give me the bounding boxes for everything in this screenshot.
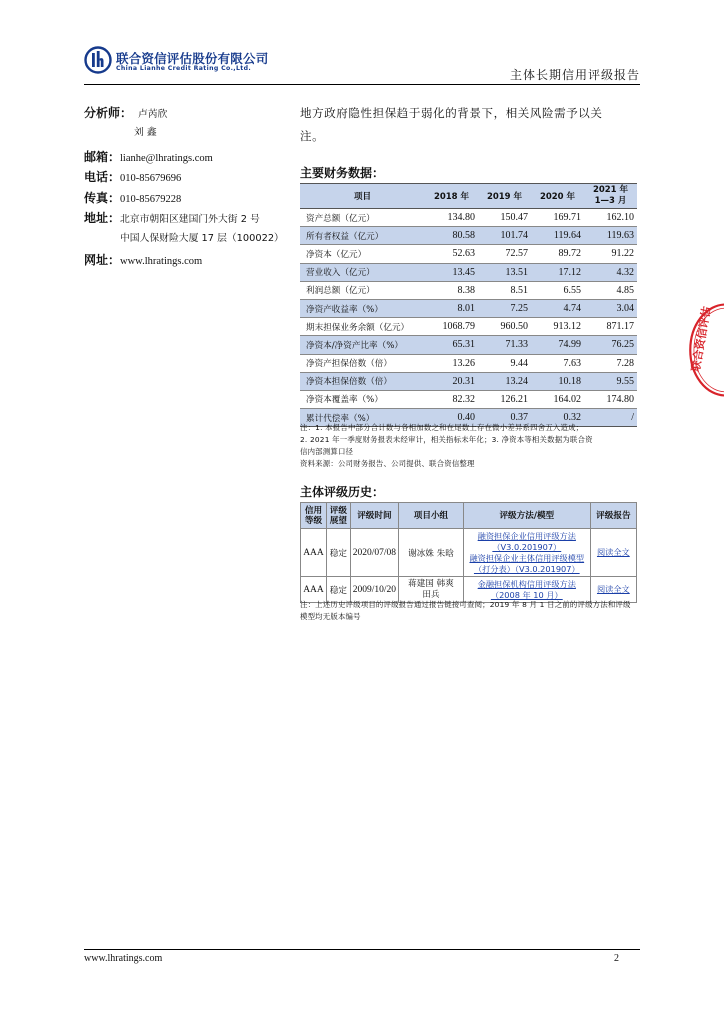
row-label: 净资本（亿元） xyxy=(300,245,425,263)
note-line: 注：上述历史评级项目的评级报告通过报告链接可查阅；2019 年 8 月 1 日之前的评级方法和评级 xyxy=(300,600,631,609)
column-header: 评级报告 xyxy=(590,503,636,529)
table-cell: 72.57 xyxy=(478,245,531,263)
table-cell: 82.32 xyxy=(425,390,478,408)
analyst-label: 分析师： xyxy=(84,106,133,120)
table-cell: 13.24 xyxy=(478,372,531,390)
column-header-line: 1—3 月 xyxy=(594,196,627,206)
table-cell: 0.40 xyxy=(425,409,478,427)
table-cell: 4.85 xyxy=(584,281,637,299)
table-cell: 89.72 xyxy=(531,245,584,263)
financials-notes xyxy=(300,422,640,470)
read-full-report-link[interactable]: 阅读全文 xyxy=(596,584,630,594)
method-link[interactable]: 金融担保机构信用评级方法 xyxy=(477,578,576,589)
company-name-cn: 联合资信评估股份有限公司 xyxy=(116,51,269,66)
table-row xyxy=(300,245,637,263)
row-label: 净资本担保倍数（倍） xyxy=(300,372,425,390)
financials-table xyxy=(300,183,637,427)
intro-line-1: 地方政府隐性担保趋于弱化的背景下，相关风险需予以关 xyxy=(300,106,603,120)
phone-label: 电话： xyxy=(84,170,121,184)
phone-value: 010-85679696 xyxy=(120,173,182,184)
report-cell xyxy=(590,529,636,577)
table-cell: 119.63 xyxy=(584,227,637,245)
table-cell: 91.22 xyxy=(584,245,637,263)
table-row xyxy=(300,227,637,245)
column-header: 评级展望 xyxy=(326,503,350,529)
row-label: 所有者权益（亿元） xyxy=(300,227,425,245)
table-cell: 8.38 xyxy=(425,281,478,299)
web-label: 网址： xyxy=(84,253,121,267)
table-row xyxy=(300,336,637,354)
table-cell: 76.25 xyxy=(584,336,637,354)
column-header: 项目小组 xyxy=(399,503,464,529)
table-row xyxy=(300,299,637,317)
column-header-line: 2021 年 xyxy=(592,185,629,195)
fax-value: 010-85679228 xyxy=(120,194,182,205)
table-cell: 9.55 xyxy=(584,372,637,390)
method-link[interactable]: （打分表）（V3.0.201907） xyxy=(473,563,580,574)
table-cell: 13.26 xyxy=(425,354,478,372)
table-cell: 1068.79 xyxy=(425,318,478,336)
project-team: 谢冰姝 朱晗 xyxy=(399,529,464,577)
address-row-2 xyxy=(120,230,284,244)
header-rule xyxy=(84,84,640,85)
web-row xyxy=(84,251,202,268)
table-cell: 164.02 xyxy=(531,390,584,408)
email-row xyxy=(84,148,213,165)
note-line: 2. 2021 年一季度财务报表未经审计，相关指标未年化；3. 净资本等相关数据为联合资 xyxy=(300,435,593,444)
row-label: 净资本/净资产比率（%） xyxy=(300,336,425,354)
rating-outlook: 稳定 xyxy=(326,577,350,603)
table-header-row xyxy=(301,503,637,529)
table-cell: 8.51 xyxy=(478,281,531,299)
analyst-row xyxy=(84,104,167,121)
table-row xyxy=(300,318,637,336)
table-cell: 169.71 xyxy=(531,209,584,227)
rating-date: 2020/07/08 xyxy=(350,529,398,577)
table-row xyxy=(300,263,637,281)
rating-methods xyxy=(463,529,590,577)
table-cell: 13.51 xyxy=(478,263,531,281)
table-cell: / xyxy=(584,409,637,427)
column-header: 项目 xyxy=(300,184,425,209)
project-team-line: 田兵 xyxy=(422,589,440,600)
row-label: 净资产担保倍数（倍） xyxy=(300,354,425,372)
table-row xyxy=(301,529,637,577)
note-line: 模型均无版本编号 xyxy=(300,612,361,621)
address-label: 地址： xyxy=(84,211,121,225)
table-cell: 126.21 xyxy=(478,390,531,408)
fax-label: 传真： xyxy=(84,191,121,205)
intro-line-2: 注。 xyxy=(300,129,325,143)
phone-row xyxy=(84,168,181,185)
fax-row xyxy=(84,189,181,206)
rating-date: 2009/10/20 xyxy=(350,577,398,603)
table-cell: 80.58 xyxy=(425,227,478,245)
row-label: 营业收入（亿元） xyxy=(300,263,425,281)
table-cell: 9.44 xyxy=(478,354,531,372)
company-name-en: China Lianhe Credit Rating Co.,Ltd. xyxy=(116,65,252,72)
method-link[interactable]: （V3.0.201907） xyxy=(492,541,562,552)
history-title: 主体评级历史： xyxy=(300,485,385,499)
project-team-line: 蒋建国 韩爽 xyxy=(408,578,454,589)
table-cell: 150.47 xyxy=(478,209,531,227)
table-cell: 65.31 xyxy=(425,336,478,354)
column-header: 信用等级 xyxy=(301,503,327,529)
rating-outlook: 稳定 xyxy=(326,529,350,577)
table-cell: 7.63 xyxy=(531,354,584,372)
note-line: 注：1. 本报告中部分合计数与各相加数之和在尾数上存在微小差异系四舍五入造成； xyxy=(300,423,584,432)
history-table xyxy=(300,502,637,603)
column-header: 2020 年 xyxy=(531,184,584,209)
method-link[interactable]: 融资担保企业信用评级方法 xyxy=(477,530,576,541)
row-label: 净资本覆盖率（%） xyxy=(300,390,425,408)
table-row xyxy=(300,390,637,408)
financials-title: 主要财务数据： xyxy=(300,166,385,180)
method-link[interactable]: （2008 年 10 月） xyxy=(490,589,563,600)
method-link[interactable]: 融资担保企业主体信用评级模型 xyxy=(469,552,585,563)
table-cell: 4.74 xyxy=(531,299,584,317)
row-label: 净资产收益率（%） xyxy=(300,299,425,317)
read-full-report-link[interactable]: 阅读全文 xyxy=(596,547,630,557)
column-header: 2019 年 xyxy=(478,184,531,209)
table-cell: 74.99 xyxy=(531,336,584,354)
seal-stamp-icon xyxy=(680,270,724,430)
footer-url: www.lhratings.com xyxy=(84,953,163,964)
row-label: 利润总额（亿元） xyxy=(300,281,425,299)
history-notes xyxy=(300,599,640,623)
table-cell: 174.80 xyxy=(584,390,637,408)
note-line: 信内部测算口径 xyxy=(300,447,354,456)
address-line-2: 中国人保财险大厦 17 层（100022） xyxy=(120,233,284,244)
table-cell: 4.32 xyxy=(584,263,637,281)
table-cell: 913.12 xyxy=(531,318,584,336)
table-cell: 871.17 xyxy=(584,318,637,336)
email-label: 邮箱： xyxy=(84,150,121,164)
table-cell: 17.12 xyxy=(531,263,584,281)
table-cell: 7.25 xyxy=(478,299,531,317)
table-cell: 20.31 xyxy=(425,372,478,390)
credit-grade: AAA xyxy=(301,577,327,603)
table-row xyxy=(300,372,637,390)
table-cell: 13.45 xyxy=(425,263,478,281)
row-label: 期末担保业务余额（亿元） xyxy=(300,318,425,336)
analyst-name: 刘 鑫 xyxy=(134,127,157,138)
table-cell: 3.04 xyxy=(584,299,637,317)
address-line-1: 北京市朝阳区建国门外大街 2 号 xyxy=(120,214,260,225)
table-cell: 52.63 xyxy=(425,245,478,263)
table-cell: 10.18 xyxy=(531,372,584,390)
column-header xyxy=(584,184,637,209)
table-row xyxy=(300,354,637,372)
note-line: 资料来源：公司财务报告、公司提供、联合资信整理 xyxy=(300,459,475,468)
table-cell: 7.28 xyxy=(584,354,637,372)
table-cell: 134.80 xyxy=(425,209,478,227)
table-row xyxy=(300,209,637,227)
analyst-name: 卢芮欣 xyxy=(138,109,168,120)
table-cell: 6.55 xyxy=(531,281,584,299)
row-label: 资产总额（亿元） xyxy=(300,209,425,227)
page-header xyxy=(84,44,640,84)
column-header: 评级方法/模型 xyxy=(463,503,590,529)
address-row xyxy=(84,209,260,226)
footer-rule xyxy=(84,949,640,950)
table-cell: 0.37 xyxy=(478,409,531,427)
table-cell: 119.64 xyxy=(531,227,584,245)
table-cell: 0.32 xyxy=(531,409,584,427)
column-header: 2018 年 xyxy=(425,184,478,209)
report-type: 主体长期信用评级报告 xyxy=(509,68,640,82)
table-cell: 71.33 xyxy=(478,336,531,354)
svg-text:联合资信评估: 联合资信评估 xyxy=(689,305,714,373)
table-cell: 960.50 xyxy=(478,318,531,336)
column-header: 评级时间 xyxy=(350,503,398,529)
page-number: 2 xyxy=(614,953,619,964)
table-cell: 162.10 xyxy=(584,209,637,227)
company-logo-icon xyxy=(84,46,112,74)
intro-paragraph xyxy=(300,102,640,148)
row-label: 累计代偿率（%） xyxy=(300,409,425,427)
email-value: lianhe@lhratings.com xyxy=(120,153,213,164)
web-value: www.lhratings.com xyxy=(120,256,203,267)
table-cell: 8.01 xyxy=(425,299,478,317)
credit-grade: AAA xyxy=(301,529,327,577)
table-header-row xyxy=(300,184,637,209)
analyst-row-2 xyxy=(134,124,157,138)
table-row xyxy=(300,281,637,299)
table-cell: 101.74 xyxy=(478,227,531,245)
